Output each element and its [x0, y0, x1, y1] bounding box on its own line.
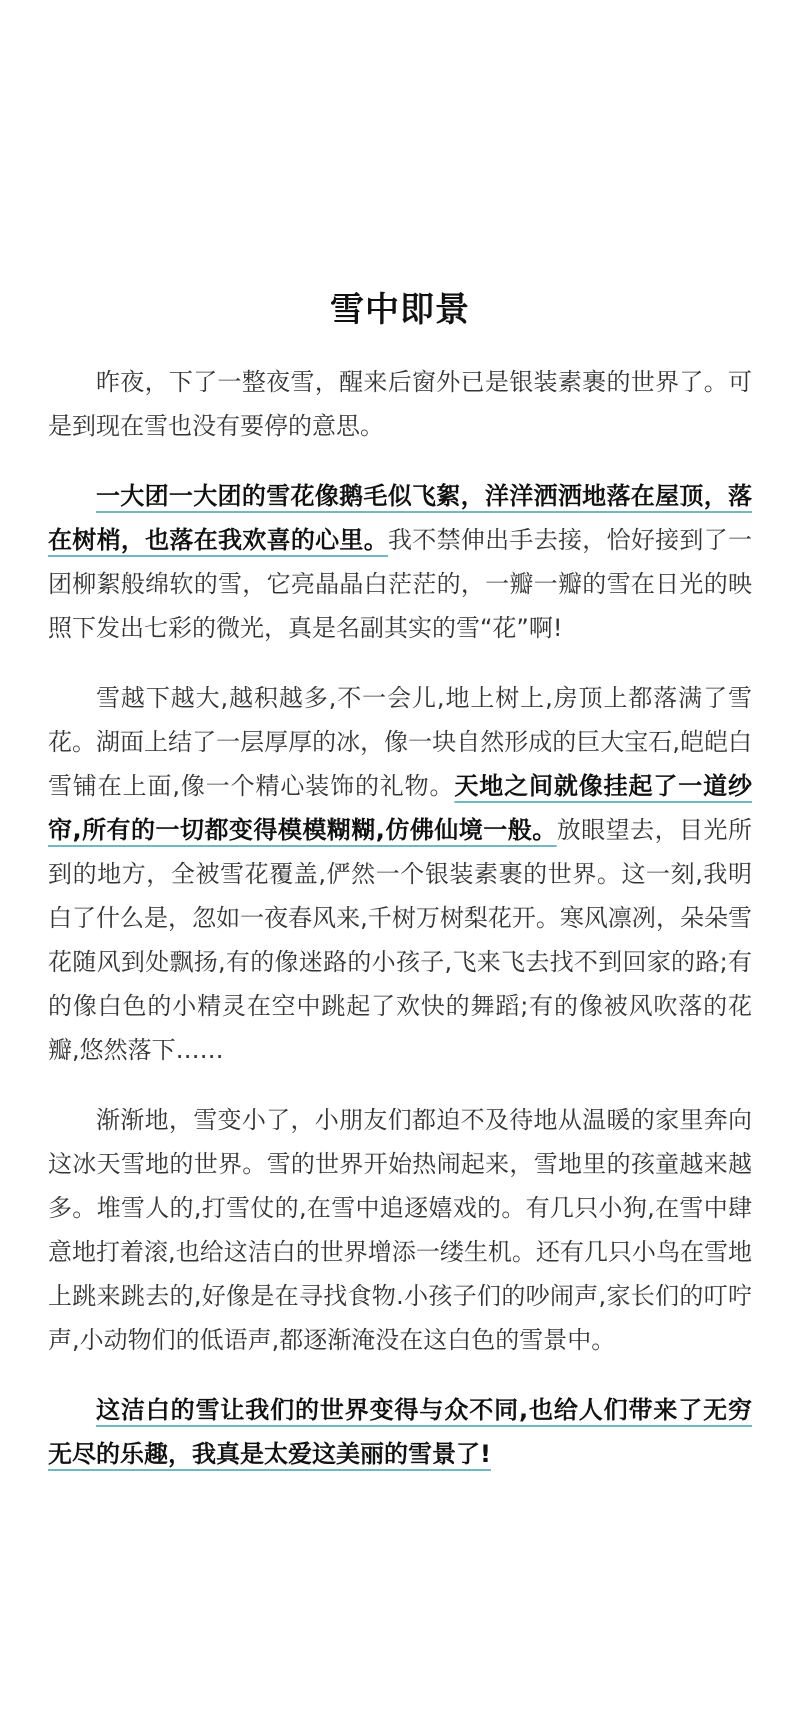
- paragraph-text: 雪越下越大,越积越多,不一会儿,地上树上,房顶上都落满了雪花。湖面上结了一层厚厚的冰，像一块自然形成的巨大宝石,皑皑白雪铺在上面,像一个精心装饰的礼物。: [48, 684, 752, 800]
- paragraph-4: [48, 1098, 752, 1362]
- paragraph-2: [48, 474, 752, 650]
- essay-document: [48, 282, 752, 1502]
- essay-title: 雪中即景: [330, 290, 470, 330]
- paragraph-text: 渐渐地，雪变小了，小朋友们都迫不及待地从温暖的家里奔向这冰天雪地的世界。雪的世界开始热闹起来，雪地里的孩童越来越多。堆雪人的,打雪仗的,在雪中追逐嬉戏的。有几只小狗,在雪中肆意地打着滚,也给这洁白的世界增添一缕生机。还有几只小鸟在雪地上跳来跳去的,好像是在寻找食物.小孩子们的吵闹声,家长们的叮咛声,小动物们的低语声,都逐渐淹没在这白色的雪景中。: [48, 1106, 752, 1354]
- paragraph-1: [48, 360, 752, 448]
- paragraph-5: [48, 1388, 752, 1476]
- paragraph-text: 昨夜，下了一整夜雪，醒来后窗外已是银装素裹的世界了。可是到现在雪也没有要停的意思。: [48, 368, 752, 440]
- highlighted-sentence: 一大团一大团的雪花像鹅毛似飞絮，洋洋洒洒地落在屋顶，落在树梢，也落在我欢喜的心里。: [48, 482, 752, 554]
- paragraph-3: [48, 676, 752, 1072]
- paragraph-text: 放眼望去，目光所到的地方，全被雪花覆盖,俨然一个银装素裹的世界。这一刻,我明白了什么是，忽如一夜春风来,千树万树梨花开。寒风凛冽，朵朵雪花随风到处飘扬,有的像迷路的小孩子,飞来飞去找不到回家的路;有的像白色的小精灵在空中跳起了欢快的舞蹈;有的像被风吹落的花瓣,悠然落下……: [48, 816, 753, 1064]
- highlighted-sentence: 天地之间就像挂起了一道纱帘,所有的一切都变得模模糊糊,仿佛仙境一般。: [48, 772, 752, 844]
- paragraph-text: 我不禁伸出手去接，恰好接到了一团柳絮般绵软的雪，它亮晶晶白茫茫的，一瓣一瓣的雪在日光的映照下发出七彩的微光，真是名副其实的雪“花”啊!: [48, 526, 752, 642]
- highlighted-sentence: 这洁白的雪让我们的世界变得与众不同,也给人们带来了无穷无尽的乐趣，我真是太爱这美丽的雪景了!: [48, 1396, 752, 1468]
